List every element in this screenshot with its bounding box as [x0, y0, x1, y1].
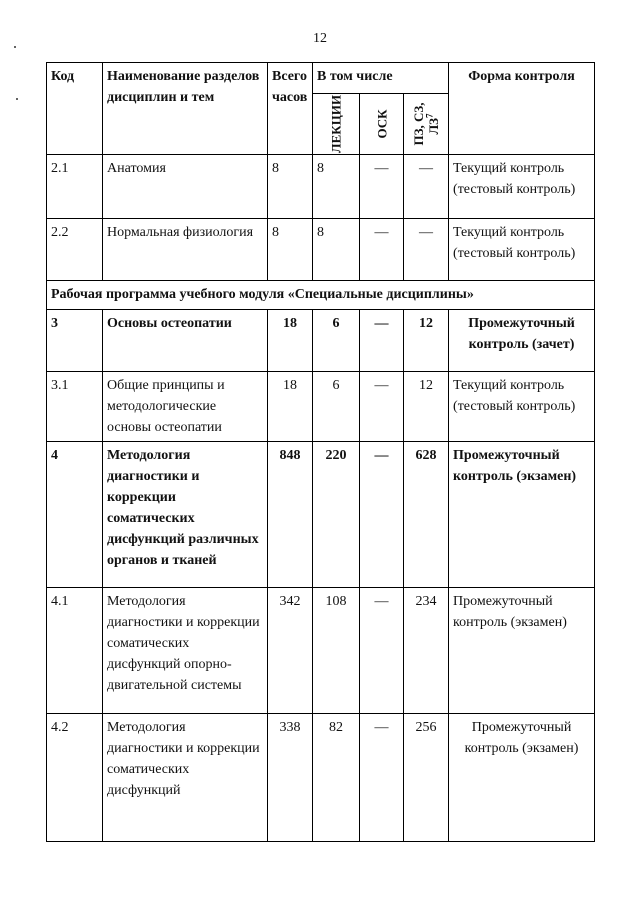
module-row: [47, 281, 595, 310]
row-form: Текущий контроль (тестовый контроль): [449, 219, 595, 281]
header-lectures: [313, 94, 360, 155]
header-name: Наименование разделов дисциплин и тем: [103, 63, 268, 155]
row-total: 8: [268, 219, 313, 281]
row-name: Анатомия: [103, 155, 268, 219]
header-lz-line: ЛЗ: [426, 117, 442, 135]
row-osk: —: [360, 310, 404, 372]
table-row: [47, 442, 595, 588]
row-form: Промежуточный контроль (зачет): [449, 310, 595, 372]
header-total: Всего часов: [268, 63, 313, 155]
row-lectures: 8: [313, 155, 360, 219]
row-osk: —: [360, 219, 404, 281]
module-title: Рабочая программа учебного модуля «Специальные дисциплины»: [47, 281, 595, 310]
row-name: Методология диагностики и коррекции соматических дисфункций: [103, 714, 268, 842]
header-osk: [360, 94, 404, 155]
scan-speck: [14, 46, 16, 48]
row-osk: —: [360, 588, 404, 714]
header-osk-text: ОСК: [374, 109, 389, 139]
row-code: 3.1: [47, 372, 103, 442]
row-lectures: 8: [313, 219, 360, 281]
row-osk: —: [360, 155, 404, 219]
row-code: 4.2: [47, 714, 103, 842]
table-row: [47, 714, 595, 842]
row-total: 848: [268, 442, 313, 588]
row-name: Нормальная физиология: [103, 219, 268, 281]
table-row: [47, 155, 595, 219]
page-number: 12: [313, 31, 327, 46]
table-row: [47, 588, 595, 714]
row-pz: 12: [404, 372, 449, 442]
row-code: 2.1: [47, 155, 103, 219]
row-form: Текущий контроль (тестовый контроль): [449, 372, 595, 442]
row-code: 4: [47, 442, 103, 588]
header-pz-text: [411, 103, 441, 146]
header-pz: [404, 94, 449, 155]
row-lectures: 6: [313, 372, 360, 442]
row-form: Промежуточный контроль (экзамен): [449, 714, 595, 842]
row-code: 3: [47, 310, 103, 372]
row-form: Промежуточный контроль (экзамен): [449, 442, 595, 588]
row-lectures: 220: [313, 442, 360, 588]
table-row: [47, 372, 595, 442]
row-name: Основы остеопатии: [103, 310, 268, 372]
row-total: 18: [268, 310, 313, 372]
row-lectures: 82: [313, 714, 360, 842]
row-pz: 234: [404, 588, 449, 714]
row-pz: —: [404, 219, 449, 281]
row-lectures: 108: [313, 588, 360, 714]
row-code: 2.2: [47, 219, 103, 281]
scan-speck: [16, 98, 18, 100]
table-row: [47, 310, 595, 372]
header-form: Форма контроля: [449, 63, 595, 155]
row-code: 4.1: [47, 588, 103, 714]
header-lz-footnote: 7: [424, 113, 435, 118]
row-osk: —: [360, 442, 404, 588]
row-name: Методология диагностики и коррекции соматических дисфункций опорно-двигательной системы: [103, 588, 268, 714]
row-osk: —: [360, 714, 404, 842]
curriculum-table: [46, 62, 595, 842]
header-lectures-text: ЛЕКЦИИ: [328, 94, 344, 154]
row-lectures: 6: [313, 310, 360, 372]
table-row: [47, 219, 595, 281]
row-total: 342: [268, 588, 313, 714]
row-pz: 256: [404, 714, 449, 842]
header-row: [47, 63, 595, 94]
row-pz: —: [404, 155, 449, 219]
header-pz-line: ПЗ, СЗ,: [411, 102, 427, 146]
header-including: В том числе: [313, 63, 449, 94]
row-total: 338: [268, 714, 313, 842]
row-pz: 628: [404, 442, 449, 588]
row-name: Общие принципы и методологические основы остеопатии: [103, 372, 268, 442]
row-total: 18: [268, 372, 313, 442]
header-code: Код: [47, 63, 103, 155]
row-form: Промежуточный контроль (экзамен): [449, 588, 595, 714]
row-name: Методология диагностики и коррекции соматических дисфункций различных органов и тканей: [103, 442, 268, 588]
row-pz: 12: [404, 310, 449, 372]
row-total: 8: [268, 155, 313, 219]
row-osk: —: [360, 372, 404, 442]
row-form: Текущий контроль (тестовый контроль): [449, 155, 595, 219]
